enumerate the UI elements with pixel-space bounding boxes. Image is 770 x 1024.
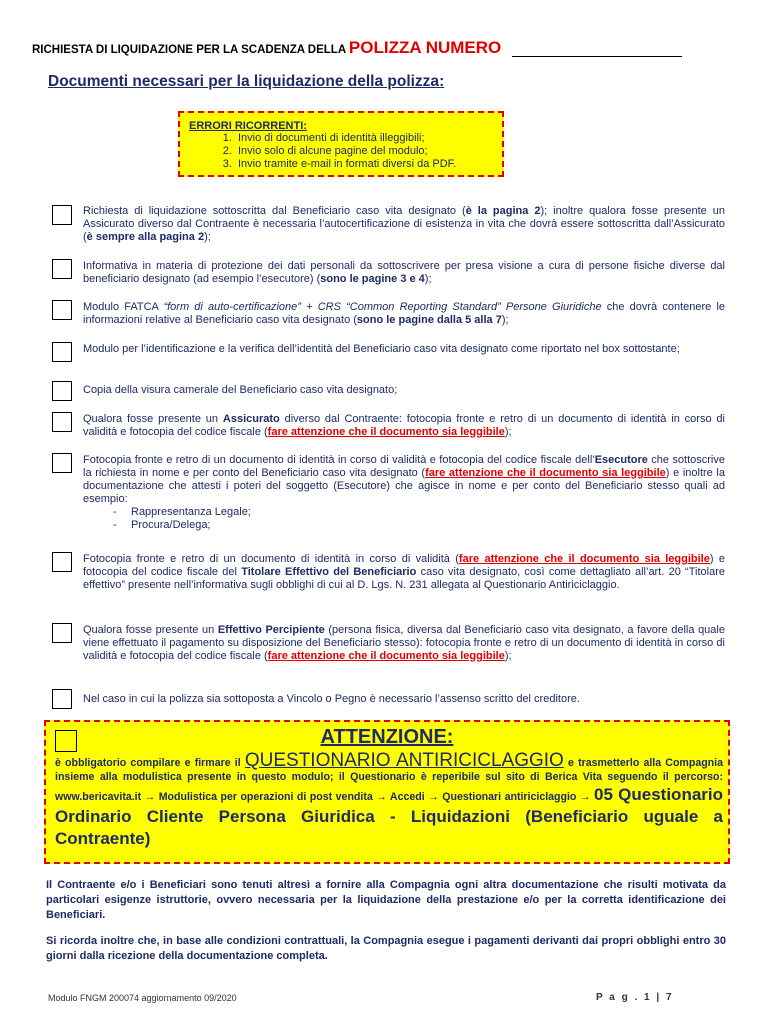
list-item: 3. Invio tramite e-mail in formati diversi da PDF.	[235, 158, 456, 171]
item-text: Copia della visura camerale del Beneficiario caso vita designato;	[83, 384, 398, 396]
footer-form-code: Modulo FNGM 200074 aggiornamento 09/2020	[48, 993, 237, 1003]
document-header	[32, 38, 732, 58]
item-text: Modulo per l’identificazione e la verifica dell’identità del Beneficiario caso vita designato come riportato nel box sottostante;	[83, 343, 680, 355]
item-text: Informativa in materia di protezione dei dati personali da sottoscrivere per presa visione a cura di persone fisiche diverse dal beneficiario designato (ad esempio l’esecutore) (sono le pagine 3 e 4);	[83, 260, 725, 285]
item-text: Qualora fosse presente un Assicurato diverso dal Contraente: fotocopia fronte e retro di un documento di identità in corso di validità e fotocopia del codice fiscale (fare attenzione che il documento sia leggibile);	[83, 413, 725, 438]
checkbox[interactable]	[52, 412, 72, 432]
list-item: - Rappresentanza Legale;	[131, 506, 725, 519]
paragraph-additional-documents: Il Contraente e/o i Beneficiari sono tenuti altresì a fornire alla Compagnia ogni altra documentazione che risulti motivata da particolari esigenze istruttorie, ovvero necessaria per la liquidazione della prestazione e/o per la corretta identificazione dei Beneficiari.	[46, 879, 726, 921]
paragraph-payment-terms: Si ricorda inoltre che, in base alle condizioni contrattuali, la Compagnia esegue i pagamenti derivanti dai propri obblighi entro 30 giorni dalla ricezione della documentazione completa.	[46, 935, 726, 962]
recurring-errors-list	[180, 132, 456, 171]
checkbox[interactable]	[52, 381, 72, 401]
checkbox[interactable]	[52, 552, 72, 572]
item-text: Qualora fosse presente un Effettivo Percipiente (persona fisica, diversa dal Beneficiario caso vita designato, a favore della quale viene effettuato il pagamento su disposizione del Beneficiario stesso): fotocopia fronte e retro di un documento di identità in corso di validità e fotocopia del codice fiscale (fare attenzione che il documento sia leggibile);	[83, 624, 725, 662]
item-text: Fotocopia fronte e retro di un documento di identità in corso di validità e fotocopia del codice fiscale dell’Esecutore che sottoscrive la richiesta in nome e per conto del Beneficiario caso vita designato (fare attenzione che il documento sia leggibile) e inoltre la documentazione che attesti i poteri del soggetto (Esecutore) che agisce in nome e per conto del Beneficiario stesso quali ad esempio: - Rappresentanza Legale; - Procura/Delega;	[83, 454, 725, 532]
checkbox[interactable]	[52, 453, 72, 473]
checkbox[interactable]	[52, 689, 72, 709]
list-item: 2. Invio solo di alcune pagine del modulo;	[235, 145, 456, 158]
recurring-errors-title: ERRORI RICORRENTI:	[189, 120, 307, 132]
attention-box	[44, 720, 730, 864]
item-text: Richiesta di liquidazione sottoscritta dal Beneficiario caso vita designato (è la pagina 2); inoltre qualora fosse presente un Assicurato diverso dal Contraente è necessaria l’autocertificazione di esistenza in vita che dovrà essere sottoscritta dall’Assicurato (è sempre alla pagina 2);	[83, 205, 726, 243]
header-policy-number-label: POLIZZA NUMERO	[348, 38, 502, 57]
footer-page-number: P a g . 1 | 7	[596, 992, 674, 1003]
page-subtitle: Documenti necessari per la liquidazione della polizza:	[48, 73, 445, 90]
attention-text: è obbligatorio compilare e firmare il QUESTIONARIO ANTIRICICLAGGIO e trasmetterlo alla Compagnia insieme alla modulistica presente in questo modulo; il Questionario è reperibile sul sito di Berica Vita seguendo il percorso: www.bericavita.it → Modulistica per operazioni di post vendita → Accedi → Questionari antiriciclaggio → 05 Questionario Ordinario Cliente Persona Giuridica - Liquidazioni (Beneficiario uguale a Contraente)	[55, 750, 724, 848]
recurring-errors-box	[178, 111, 504, 177]
checkbox[interactable]	[52, 623, 72, 643]
item-text: Nel caso in cui la polizza sia sottoposta a Vincolo o Pegno è necessario l’assenso scritto del creditore.	[83, 693, 580, 705]
checkbox[interactable]	[52, 300, 72, 320]
item-text: Modulo FATCA “form di auto-certificazione” + CRS “Common Reporting Standard” Persone Giuridiche che dovrà contenere le informazioni relative al Beneficiario caso vita designato (sono le pagine dalla 5 alla 7);	[83, 301, 725, 326]
list-item: - Procura/Delega;	[131, 519, 725, 532]
policy-number-field[interactable]	[512, 44, 682, 57]
header-prefix: RICHIESTA DI LIQUIDAZIONE PER LA SCADENZA DELLA	[32, 44, 346, 56]
checkbox[interactable]	[52, 205, 72, 225]
list-item: 1. Invio di documenti di identità illeggibili;	[235, 132, 456, 145]
item-text: Fotocopia fronte e retro di un documento di identità in corso di validità (fare attenzione che il documento sia leggibile) e fotocopia del codice fiscale del Titolare Effettivo del Beneficiario caso vita designato, così come dettagliato all’art. 20 “Titolare effettivo” presente nell’informativa sugli obblighi di cui al D. Lgs. N. 231 allegata al Questionario Antiriciclaggio.	[83, 553, 725, 591]
sub-list	[83, 506, 725, 532]
checkbox[interactable]	[52, 342, 72, 362]
attention-title: ATTENZIONE:	[320, 726, 454, 748]
checkbox[interactable]	[52, 259, 72, 279]
